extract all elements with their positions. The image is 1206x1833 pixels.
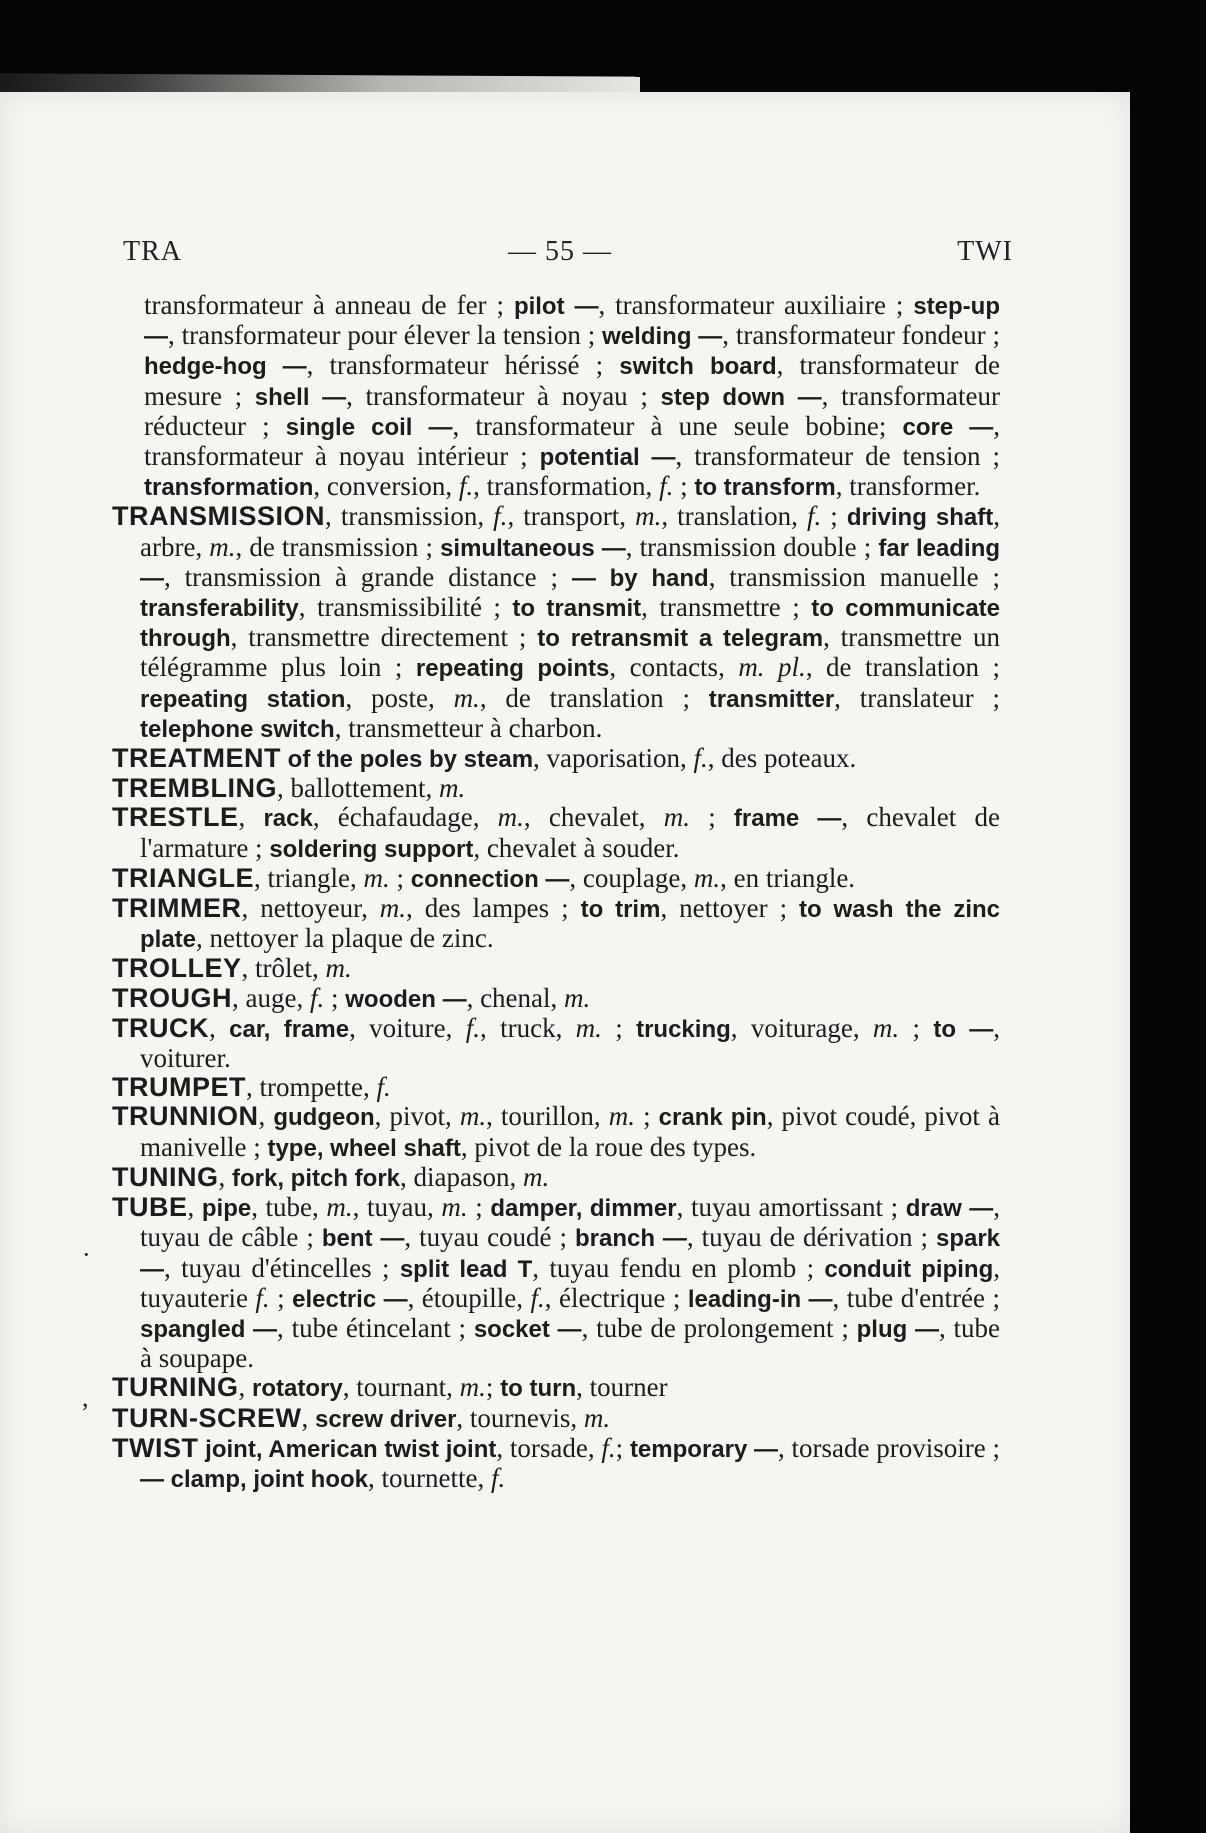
french-text: , pivot de la roue des types. [460,1131,757,1162]
french-text: , des poteaux. [707,743,857,774]
french-text: , électrique ; [544,1282,688,1313]
gender-abbrev: m. [459,1372,486,1403]
headword: TREMBLING [112,773,277,804]
gender-abbrev: f. [659,471,674,502]
french-text: ; [615,1432,630,1463]
french-text: , tuyau amortissant ; [676,1192,906,1223]
gender-abbrev: m. [523,1161,550,1192]
english-term: — by hand [571,564,709,592]
headword: TROLLEY [112,953,242,984]
header-last-word: TWI [957,236,1013,267]
french-text: , transformateur de tension ; [675,441,1000,472]
english-term: joint, American twist joint [198,1435,497,1463]
french-text: , transformateur à noyau ; [346,380,661,411]
gender-abbrev: m. [872,1012,900,1043]
french-text: , chevalet à souder. [473,832,680,863]
french-text: , translation, [661,501,807,532]
french-text: , [301,1402,315,1433]
french-text: , nettoyer la plaque de zinc. [196,923,494,954]
gender-abbrev: f. [806,501,822,532]
french-text: , pivot coudé, pivot à manivelle ; [140,1101,1000,1162]
french-text: , torsade provisoire ; [778,1432,1001,1463]
french-text: ; [389,862,411,893]
headword: TRUNNION [112,1101,259,1132]
french-text: , transformateur à noyau intérieur ; [144,410,1000,472]
margin-comma: , [82,1383,89,1412]
french-text: , transmission double ; [625,531,879,562]
french-text: , couplage, [569,862,694,893]
gender-abbrev: m. [209,531,236,562]
french-text: , trompette, [246,1072,377,1103]
headword: TURN-SCREW [112,1402,302,1433]
headword: TRANSMISSION [112,501,326,532]
french-text: , voiturer. [140,1012,1000,1074]
french-text: , transmission, [325,501,494,532]
dictionary-entry [112,1404,1000,1434]
english-term: transferability [140,595,299,623]
dictionary-entry [112,1373,1000,1403]
french-text: , de transmission ; [235,531,441,562]
headword: TRIMMER [112,893,242,924]
gender-abbrev: f. [309,982,325,1013]
french-text: , tournant, [342,1372,460,1403]
french-text: , tuyau d'étincelles ; [164,1252,400,1283]
gender-abbrev: m. [453,682,480,713]
gender-abbrev: f. [376,1072,391,1103]
english-term: step down — [660,383,822,411]
english-term: to transform [694,474,836,502]
french-text: , chevalet, [523,802,664,833]
french-text: , translateur ; [834,682,1001,713]
gender-abbrev: f. [465,1012,481,1043]
french-text: , des lampes ; [406,893,581,924]
english-term: far leading — [140,534,1001,592]
headword: TRUMPET [112,1072,246,1103]
dictionary-entry [112,774,1000,803]
english-term: switch board [619,353,777,381]
gender-abbrev: f. [490,1462,506,1493]
dictionary-entry [112,1193,1000,1373]
english-term: driving shaft [846,504,994,532]
french-text: ; [485,1372,501,1403]
dictionary-entry [112,894,1000,954]
french-text: , contacts, [609,652,739,683]
french-text: , [187,1192,202,1223]
english-term: hedge-hog — [144,353,307,381]
french-text: , transmettre ; [641,592,812,623]
french-text: , auge, [232,982,310,1013]
english-term: leading-in — [687,1285,833,1313]
english-term: split lead T [399,1255,533,1283]
french-text: , tuyau fendu en plomb ; [532,1252,825,1283]
english-term: screw driver [314,1405,457,1433]
english-term: conduit piping [824,1255,994,1283]
french-text: , transformateur hérissé ; [306,350,620,381]
english-term: gudgeon [273,1104,375,1132]
french-text: , chenal, [466,982,565,1013]
english-term: electric — [292,1285,408,1313]
gender-abbrev: m. [635,501,662,532]
english-term: to turn [500,1375,577,1403]
english-term: spangled — [140,1315,278,1343]
french-text: , transformer. [835,471,981,502]
english-term: potential — [539,444,676,472]
headword: TRESTLE [112,802,239,833]
gender-abbrev: f. [601,1432,616,1463]
english-term: transformation [144,474,314,502]
french-text: , tuyau de câble ; [140,1192,1001,1253]
french-text: , ballottement, [276,773,439,804]
running-head [123,236,1023,276]
french-text: , [258,1101,274,1132]
french-text: , transmissibilité ; [298,592,513,623]
english-term: crank pin [658,1104,767,1132]
dictionary-text [112,291,1000,1494]
english-term: draw — [905,1195,994,1223]
french-text: , torsade, [496,1432,602,1463]
french-text: , tube, [251,1192,327,1223]
english-term: core — [902,413,994,441]
french-text: ; [467,1192,491,1223]
english-term: frame — [733,805,842,833]
french-text: , transmetteur à charbon. [334,712,603,743]
french-text: , voiture, [349,1012,466,1043]
english-term: to transmit [512,595,642,623]
french-text: , [209,1012,230,1043]
french-text: , transformateur auxiliaire ; [598,290,914,320]
french-text: , voiturage, [730,1012,873,1043]
gender-abbrev: m. [564,982,591,1013]
gender-abbrev: m. [438,773,466,804]
english-term: plug — [856,1315,939,1343]
french-text: , tuyau de dérivation ; [686,1222,936,1253]
english-term: temporary — [629,1435,779,1463]
gender-abbrev: m. [575,1012,602,1043]
english-term: to communicate through [140,595,1001,653]
french-text: ; [673,471,695,502]
french-text: , nettoyeur, [241,893,380,924]
headword: TREATMENT [112,743,281,774]
english-term: to — [933,1015,994,1043]
french-text: , [218,1161,232,1192]
english-term: pipe [201,1195,252,1223]
french-text: , [238,802,264,833]
french-text: ; [899,1012,934,1043]
english-term: repeating station [140,685,346,713]
gender-abbrev: m. [459,1101,487,1132]
english-term: soldering support [269,835,474,863]
french-text: , tuyauterie [140,1252,1000,1313]
french-text: , tournette, [368,1462,491,1493]
dictionary-entry [112,744,1000,774]
english-term: single coil — [285,413,453,441]
english-term: of the poles by steam [280,746,534,774]
english-term: rack [263,805,313,833]
dictionary-entry [112,864,1000,894]
english-term: — clamp, joint hook [140,1465,369,1493]
gender-abbrev: f. [530,1282,545,1313]
english-term: rotatory [252,1375,343,1403]
french-text: , tube de prolongement ; [581,1312,857,1343]
dictionary-entry [112,1014,1000,1073]
french-text: , tuyau, [352,1192,442,1223]
english-term: bent — [321,1225,405,1253]
gender-abbrev: m. pl. [738,652,806,683]
dictionary-entry [112,291,1000,502]
english-term: to wash the zinc plate [140,896,1000,954]
headword: TWIST [112,1432,199,1463]
english-term: branch — [575,1225,687,1253]
french-text: , transmission manuelle ; [708,561,1000,592]
french-text: , poste, [345,682,454,713]
english-term: socket — [473,1315,582,1343]
gender-abbrev: m. [583,1402,611,1433]
headword: TRUCK [112,1012,209,1043]
dictionary-entry [112,803,1000,863]
gender-abbrev: m. [363,862,390,893]
headword: TUBE [112,1192,188,1223]
gender-abbrev: m. [497,802,524,833]
french-text: , tube d'entrée ; [832,1282,1000,1313]
margin-dot: · [82,1240,91,1269]
headword: TUNING [112,1161,219,1192]
gender-abbrev: m. [441,1192,468,1223]
french-text: , trôlet, [241,953,326,984]
french-text: ; [324,982,346,1013]
gender-abbrev: m. [663,802,690,833]
french-text: , nettoyer ; [660,893,800,924]
english-term: wooden — [345,985,467,1013]
dictionary-entry [112,954,1000,983]
french-text: , tourillon, [486,1101,609,1132]
french-text: , de translation ; [805,652,1000,683]
english-term: telephone switch [140,715,335,743]
english-term: fork, pitch fork [232,1164,401,1192]
french-text: , truck, [480,1012,576,1043]
english-term: car, frame [229,1015,350,1043]
french-text: , transformateur pour élever la tension ; [168,320,603,351]
gender-abbrev: m. [326,1192,353,1223]
english-term: welding — [602,323,723,351]
header-first-word: TRA [123,236,182,267]
french-text: , en triangle. [720,862,856,893]
english-term: repeating points [415,655,610,683]
french-text: , vaporisation, [533,743,694,774]
english-term: spark — [140,1225,1001,1283]
french-text: transformateur à anneau de fer ; [144,290,514,320]
french-text: , conversion, [313,471,459,502]
gender-abbrev: m. [608,1101,635,1132]
gender-abbrev: m. [325,953,352,984]
dictionary-entry [112,1102,1000,1162]
english-term: step-up — [144,293,1000,351]
headword: TURNING [112,1372,239,1403]
french-text: , transmettre un télégramme plus loin ; [140,622,1001,683]
french-text: , de translation ; [479,682,709,713]
french-text: , étoupille, [407,1282,531,1313]
french-text: , échafaudage, [312,802,498,833]
english-term: to trim [580,896,661,924]
gender-abbrev: f. [693,743,708,774]
dictionary-entry [112,1434,1000,1494]
french-text: , transformateur fondeur ; [722,320,1000,351]
gender-abbrev: f. [493,501,508,532]
french-text: , transformation, [473,471,660,502]
french-text: , transformateur réducteur ; [144,380,1000,441]
french-text: , diapason, [400,1161,523,1192]
dictionary-entry [112,1073,1000,1102]
dictionary-entry [112,502,1000,744]
english-term: pilot — [513,293,599,320]
french-text: , triangle, [254,862,364,893]
french-text: , tube étincelant ; [277,1312,474,1343]
french-text: ; [601,1012,637,1043]
french-text: , transformateur de mesure ; [144,350,1000,411]
french-text: , tube à soupape. [140,1312,1000,1374]
french-text: , chevalet de l'armature ; [140,802,1000,863]
french-text: , tuyau coudé ; [404,1222,575,1253]
french-text: ; [821,501,847,532]
english-term: trucking [636,1015,731,1043]
english-term: damper, dimmer [490,1195,677,1223]
headword: TRIANGLE [112,862,254,893]
english-term: connection — [410,865,570,893]
french-text: , transformateur à une seule bobine; [452,410,903,441]
dictionary-entry [112,1163,1000,1193]
gender-abbrev: m. [379,893,407,924]
french-text: , transmission à grande distance ; [164,561,572,592]
headword: TROUGH [112,982,232,1013]
gender-abbrev: f. [458,471,474,502]
gender-abbrev: f. [255,1282,270,1313]
english-term: to retransmit a telegram [537,625,824,653]
french-text: ; [690,802,734,833]
french-text: , arbre, [140,501,1000,562]
page-number: — 55 — [508,236,612,267]
french-text: , transmettre directement ; [230,622,538,653]
dictionary-entry [112,984,1000,1014]
english-term: transmitter [708,685,835,713]
english-term: simultaneous — [440,534,626,562]
french-text: ; [269,1282,293,1313]
french-text: , transport, [507,501,636,532]
english-term: type, wheel shaft [267,1134,461,1162]
french-text: , pivot, [374,1101,460,1132]
french-text: ; [635,1101,659,1132]
french-text: , tourner [576,1372,668,1403]
french-text: , tournevis, [456,1402,584,1433]
french-text: , [238,1372,252,1403]
english-term: shell — [254,383,347,411]
gender-abbrev: m. [693,862,721,893]
